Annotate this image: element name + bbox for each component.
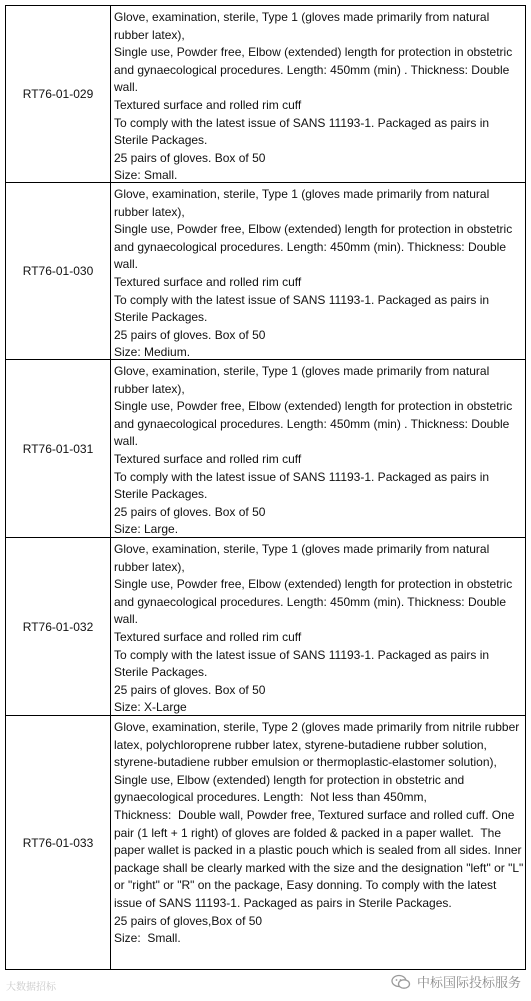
item-description: Glove, examination, sterile, Type 2 (gloves made primarily from nitrile rubber latex, polychloroprene rubber latex, styrene-butadiene rubber solution, styrene-butadiene rubber emulsion or thermoplastic-elastomer solution), Single use, Elbow (extended) length for protection in obstetric and gynaecological procedures. Length: Not less than 450mm, Thickness: Double wall, Powder free, Textured surface and rolled cuff. One pair (1 left + 1 right) of gloves are folded & packed in a paper wallet. The paper wallet is packed in a plastic pouch which is sealed from all sides. Inner package shall be clearly marked with the size and the designation "left" or "L" or "right" or "R" on the package, Easy donning. To comply with the latest issue of SANS 11193-1. Packaged as pairs in Sterile Packages. 25 pairs of gloves,Box of 50 Size: Small. bbox=[114, 720, 524, 946]
table-row bbox=[6, 360, 525, 538]
table-row bbox=[6, 716, 525, 969]
item-description: Glove, examination, sterile, Type 1 (gloves made primarily from natural rubber latex), Single use, Powder free, Elbow (extended) length for protection in obstetric and gynaecological procedures. Length: 450mm (min). Thickness: Double wall. Textured surface and rolled rim cuff To comply with the latest issue of SANS 11193-1. Packaged as pairs in Sterile Packages. 25 pairs of gloves. Box of 50 Size: Medium. bbox=[114, 187, 513, 360]
source-watermark: 大数据招标 bbox=[6, 982, 56, 993]
channel-name: 中标国际投标服务 bbox=[416, 975, 521, 990]
item-code: RT76-01-033 bbox=[6, 716, 111, 969]
table-row bbox=[6, 6, 525, 183]
wechat-icon bbox=[391, 974, 411, 990]
channel-watermark bbox=[391, 972, 521, 991]
item-code: RT76-01-032 bbox=[6, 538, 111, 715]
item-description: Glove, examination, sterile, Type 1 (gloves made primarily from natural rubber latex), Single use, Powder free, Elbow (extended) length for protection in obstetric and gynaecological procedures. Length: 450mm (min) . Thickness: Double wall. Textured surface and rolled rim cuff To comply with the latest issue of SANS 11193-1. Packaged as pairs in Sterile Packages. 25 pairs of gloves. Box of 50 Size: Large. bbox=[114, 364, 513, 537]
item-description: Glove, examination, sterile, Type 1 (gloves made primarily from natural rubber latex), Single use, Powder free, Elbow (extended) length for protection in obstetric and gynaecological procedures. Length: 450mm (min). Thickness: Double wall. Textured surface and rolled rim cuff To comply with the latest issue of SANS 11193-1. Packaged as pairs in Sterile Packages. 25 pairs of gloves. Box of 50 Size: X-Large bbox=[114, 542, 513, 715]
item-code: RT76-01-030 bbox=[6, 183, 111, 359]
table-row bbox=[6, 538, 525, 716]
table-row bbox=[6, 183, 525, 360]
item-code: RT76-01-031 bbox=[6, 360, 111, 537]
item-description: Glove, examination, sterile, Type 1 (gloves made primarily from natural rubber latex), Single use, Powder free, Elbow (extended) length for protection in obstetric and gynaecological procedures. Length: 450mm (min) . Thickness: Double wall. Textured surface and rolled rim cuff To comply with the latest issue of SANS 11193-1. Packaged as pairs in Sterile Packages. 25 pairs of gloves. Box of 50 Size: Small. bbox=[114, 10, 513, 183]
product-spec-table bbox=[5, 5, 526, 970]
item-code: RT76-01-029 bbox=[6, 6, 111, 182]
footer-watermarks bbox=[0, 970, 531, 1001]
